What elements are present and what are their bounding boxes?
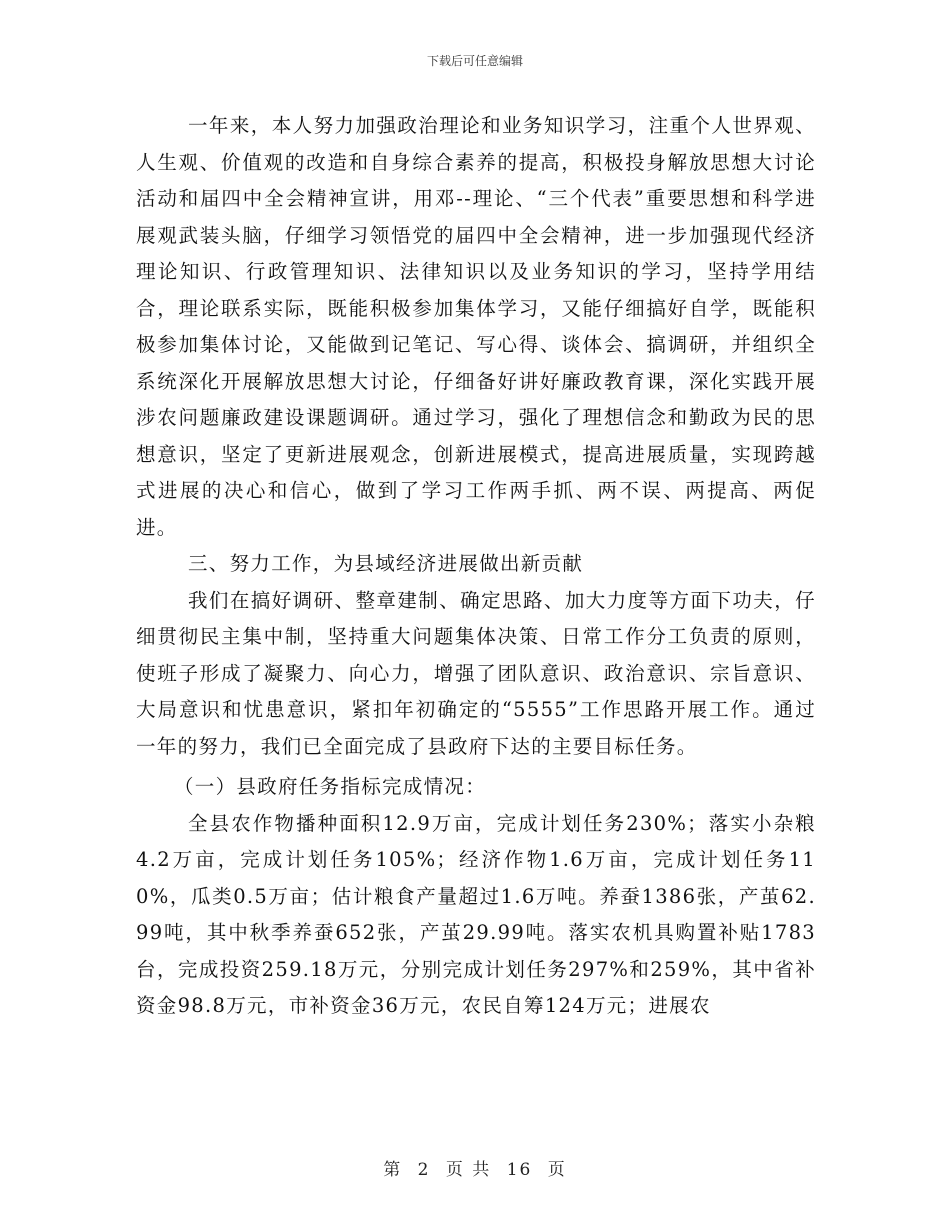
paragraph-study: 一年来，本人努力加强政治理论和业务知识学习，注重个人世界观、人生观、价值观的改造和自身综合素养的提高，积极投身解放思想大讨论活动和届四中全会精神宣讲，用邓--理论、“三个代表”重要思想和科学进展观武装头脑，仔细学习领悟党的届四中全会精神，进一步加强现代经济理论知识、行政管理知识、法律知识以及业务知识的学习，坚持学用结合，理论联系实际，既能积极参加集体学习，又能仔细搞好自学，既能积极参加集体讨论，又能做到记笔记、写心得、谈体会、搞调研，并组织全系统深化开展解放思想大讨论，仔细备好讲好廉政教育课，深化实践开展涉农问题廉政建设课题调研。通过学习，强化了理想信念和勤政为民的思想意识，坚定了更新进展观念，创新进展模式，提高进展质量，实现跨越式进展的决心和信心，做到了学习工作两手抓、两不误、两提高、两促进。 xyxy=(136,114,816,539)
footer-prefix: 第 xyxy=(383,1160,403,1180)
paragraph-work: 我们在搞好调研、整章建制、确定思路、加大力度等方面下功夫，仔细贯彻民主集中制，坚持重大问题集体决策、日常工作分工负责的原则，使班子形成了凝聚力、向心力，增强了团队意识、政治意识、宗旨意识、大局意识和忧患意识，紧扣年初确定的“5555”工作思路开展工作。通过一年的努力，我们已全面完成了县政府下达的主要目标任务。 xyxy=(136,588,816,758)
footer-current-page: 2 xyxy=(417,1160,431,1180)
document-body xyxy=(136,108,816,1025)
subsection-1-title: （一）县政府任务指标完成情况： xyxy=(174,775,487,798)
section-3-title: 三、努力工作，为县域经济进展做出新贡献 xyxy=(188,552,584,575)
paragraph-indicators: 全县农作物播种面积12.9万亩，完成计划任务230%；落实小杂粮4.2万亩，完成计划任务105%；经济作物1.6万亩，完成计划任务110%，瓜类0.5万亩；估计粮食产量超过1.6万吨。养蚕1386张，产茧62.99吨，其中秋季养蚕652张，产茧29.99吨。落实农机具购置补贴1783台，完成投资259.18万元，分别完成计划任务297%和259%，其中省补资金98.8万元，市补资金36万元，农民自筹124万元；进展农 xyxy=(136,811,816,1017)
footer-suffix: 页 xyxy=(547,1160,567,1180)
footer-total-pages: 16 xyxy=(506,1160,533,1180)
page-header: 下载后可任意编辑 xyxy=(426,54,523,68)
footer-middle: 页 共 xyxy=(445,1160,492,1180)
page-footer xyxy=(0,1155,950,1180)
